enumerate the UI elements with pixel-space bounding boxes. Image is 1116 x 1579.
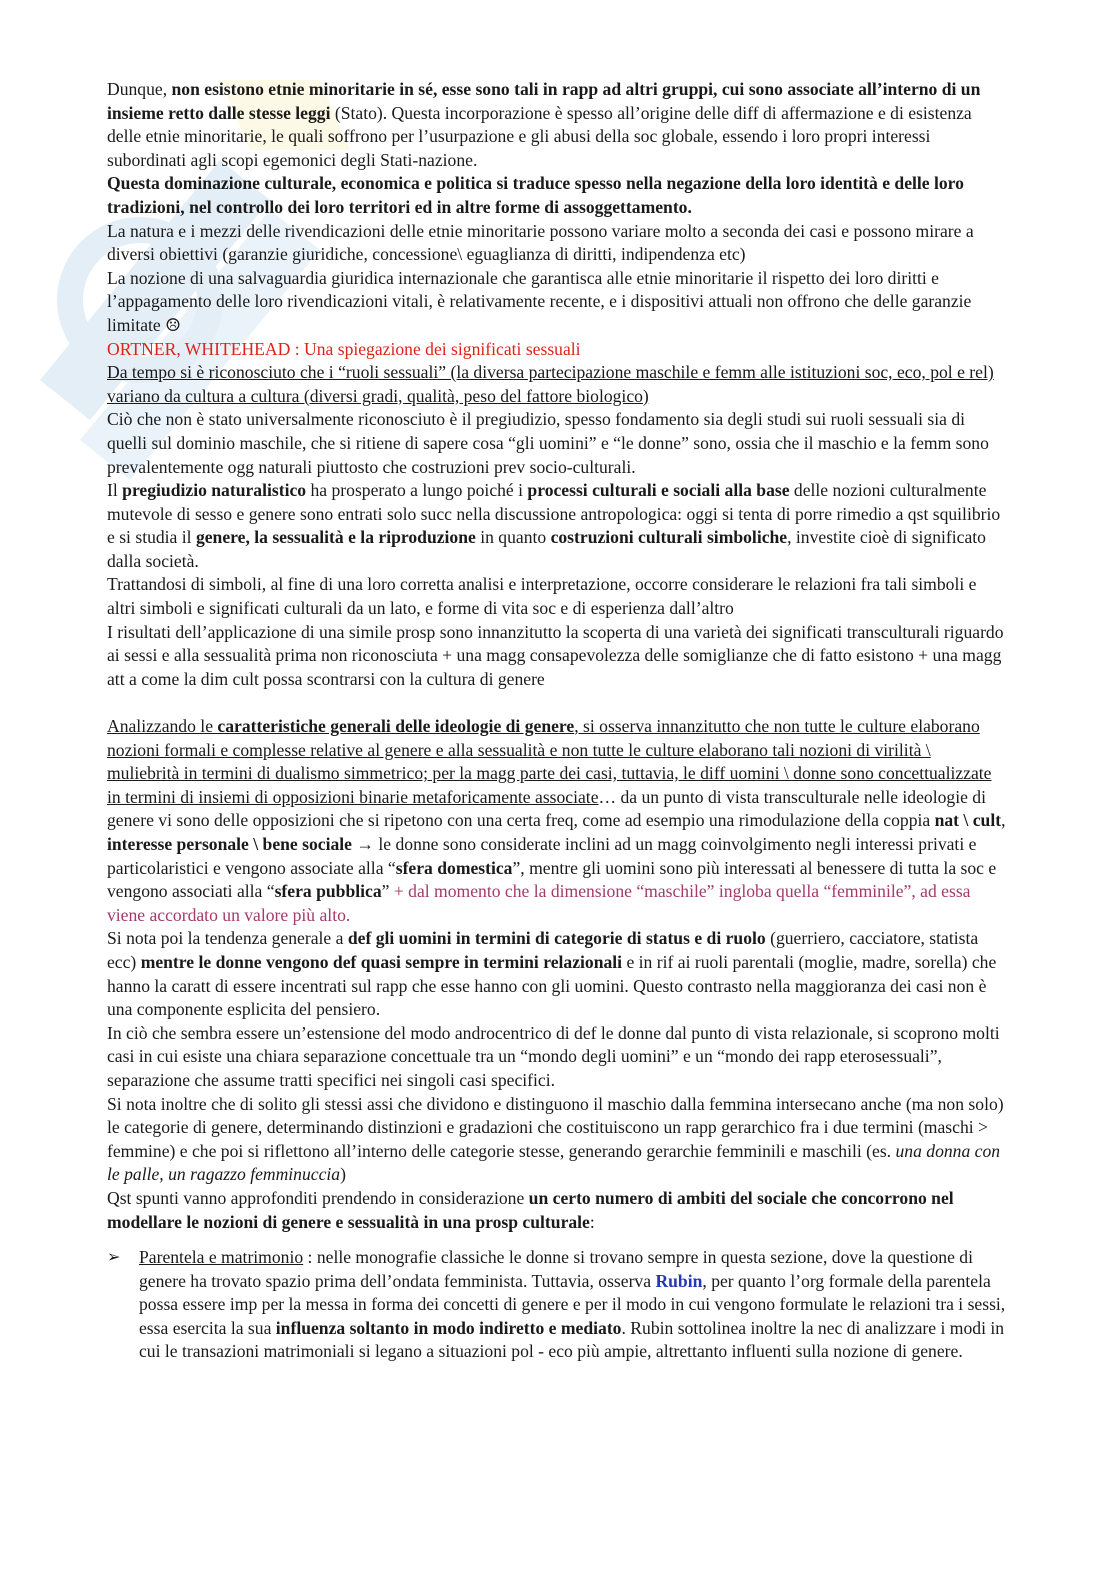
paragraph-social-domains: Qst spunti vanno approfonditi prendendo in considerazione un certo numero di ambiti del sociale che concorrono nel modellare le nozioni di genere e sessualità in una prosp culturale: <box>107 1187 954 1232</box>
document-page <box>107 78 1007 1364</box>
paragraph-gender-ideologies: Analizzando le caratteristiche generali delle ideologie di genere, si osserva innanzitutto che non tutte le culture elaborano nozioni formali e complesse relative al genere e alla sessualità e non tutte le culture elaborano tali nozioni di virilità \ muliebrità in termini di dualismo simmetrico; per la magg parte dei casi, tuttavia, le diff uomini \ donne sono concettualizzate in termini di insiemi di opposizioni binarie metaforicamente associate… da un punto di vista transculturale nelle ideologie di genere vi sono delle opposizioni che si ripetono con una certa freq, come ad esempio una rimodulazione della coppia nat \ cult, interesse personale \ bene sociale → le donne sono considerate inclini ad un magg coinvolgimento negli interessi privati e particolaristici e vengono associate alla “sfera domestica”, mentre gli uomini sono più interessati al benessere di tutta la soc e vengono associati alla “sfera pubblica” + dal momento che la dimensione “maschile” ingloba quella “femminile”, ad essa viene accordato un valore più alto. <box>107 716 1006 925</box>
arrow-icon: → <box>351 834 379 854</box>
paragraph-minorities-definition: Dunque, non esistono etnie minoritarie in sé, esse sono tali in rapp ad altri gruppi, cui sono associate all’interno di un insieme retto dalle stesse leggi (Stato). Questa incorporazione è spesso all’origine delle diff di affermazione e di esistenza delle etnie minoritarie, le quali soffrono per l’usurpazione e gli abusi della soc globale, essendo i loro propri interessi subordinati agli scopi egemonici degli Stati-nazione. <box>107 79 981 170</box>
paragraph-prejudice: Ciò che non è stato universalmente riconosciuto è il pregiudizio, spesso fondamento sia degli studi sui ruoli sessuali sia di quelli sul dominio maschile, che si ritiene di sapere cosa “gli uomini” e “le donne” sono, ossia che il maschio e la femm sono prevalentemente ogg naturali piuttosto che costruzioni prev socio-culturali. <box>107 409 989 477</box>
paragraph-sexual-roles: Da tempo si è riconosciuto che i “ruoli sessuali” (la diversa partecipazione maschile e femm alle istituzioni soc, eco, pol e rel) variano da cultura a cultura (diversi gradi, qualità, peso del fattore biologico) <box>107 362 994 406</box>
blank-line <box>107 691 1007 715</box>
paragraph-symbols: Trattandosi di simboli, al fine di una loro corretta analisi e interpretazione, occorre considerare le relazioni fra tali simboli e altri simboli e significati culturali da un lato, e forme di vita soc e di esperienza dall’altro <box>107 574 977 619</box>
list-item-kinship: ➢ Parentela e matrimonio : nelle monografie classiche le donne si trovano sempre in questa sezione, dove la questione di genere ha trovato spazio prima dell’ondata femminista. Tuttavia, osserva Rubin, per quanto l’org formale della parentela possa essere imp per la messa in forma dei concetti di genere e per il modo in cui vengono formulate le relazioni tra i sessi, essa esercita la sua influenza soltanto in modo indiretto e mediato. Rubin sottolinea inoltre la nec di analizzare i modi in cui le transazioni matrimoniali si legano a situazioni pol - eco più ampie, altrettanto influenti sulla nozione di genere. <box>107 1247 1006 1362</box>
paragraph-legal-protection: La nozione di una salvaguardia giuridica internazionale che garantisca alle etnie minoritarie il rispetto dei loro diritti e l’appagamento delle loro rivendicazioni vitali, è relativamente recente, e i dispositivi attuali non offrono che delle garanzie limitate ☹ <box>107 267 972 335</box>
bullet-arrow-icon: ➢ <box>107 1249 121 1267</box>
paragraph-hierarchies: Si nota inoltre che di solito gli stessi assi che dividono e distinguono il maschio dalla femmina intersecano anche (ma non solo) le categorie di genere, determinando distinzioni e gradazioni che costituiscono un rapp gerarchico fra i due termini (maschi > femmine) e che poi si riflettono all’interno delle categorie stesse, generando gerarchie femminili e maschili (es. una donna con le palle, un ragazzo femminuccia) <box>107 1093 1004 1185</box>
paragraph-claims: La natura e i mezzi delle rivendicazioni delle etnie minoritarie possono variare molto a seconda dei casi e possono mirare a diversi obiettivi (garanzie giuridiche, concessione\ eguaglianza di diritti, indipendenza etc) <box>107 220 974 265</box>
section-heading: ORTNER, WHITEHEAD : Una spiegazione dei significati sessuali <box>107 338 581 359</box>
paragraph-cultural-domination: Questa dominazione culturale, economica e politica si traduce spesso nella negazione della loro identità e delle loro tradizioni, nel controllo dei loro territori ed in altre forme di assoggettamento. <box>107 173 964 217</box>
paragraph-status-roles: Si nota poi la tendenza generale a def gli uomini in termini di categorie di status e di ruolo (guerriero, cacciatore, statista ecc) mentre le donne vengono def quasi sempre in termini relazionali e in rif ai ruoli parentali (moglie, madre, sorella) che hanno la caratt di essere incentrati sul rapp che esse hanno con gli uomini. Questo contrasto nella maggioranza dei casi non è una componente esplicita del pensiero. <box>107 928 997 1020</box>
paragraph-naturalistic-prejudice: Il pregiudizio naturalistico ha prosperato a lungo poiché i processi culturali e sociali alla base delle nozioni culturalmente mutevole di sesso e genere sono entrati solo succ nella discussione antropologica: oggi si tenta di porre rimedio a qst squilibrio e si studia il genere, la sessualità e la riproduzione in quanto costruzioni culturali simboliche, investite cioè di significato dalla società. <box>107 480 1001 571</box>
paragraph-androcentric: In ciò che sembra essere un’estensione del modo androcentrico di def le donne dal punto di vista relazionale, si scoprono molti casi in cui esiste una chiara separazione concettuale tra un “mondo degli uomini” e un “mondo dei rapp eterosessuali”, separazione che assume tratti specifici nei singoli casi specifici. <box>107 1022 1000 1090</box>
paragraph-results: I risultati dell’applicazione di una simile prosp sono innanzitutto la scoperta di una varietà dei significati transculturali riguardo ai sessi e alla sessualità prima non riconosciuta + una magg consapevolezza delle somiglianze che di fatto esistono + una magg att a come la dim cult possa scontrarsi con la cultura di genere <box>107 621 1004 689</box>
